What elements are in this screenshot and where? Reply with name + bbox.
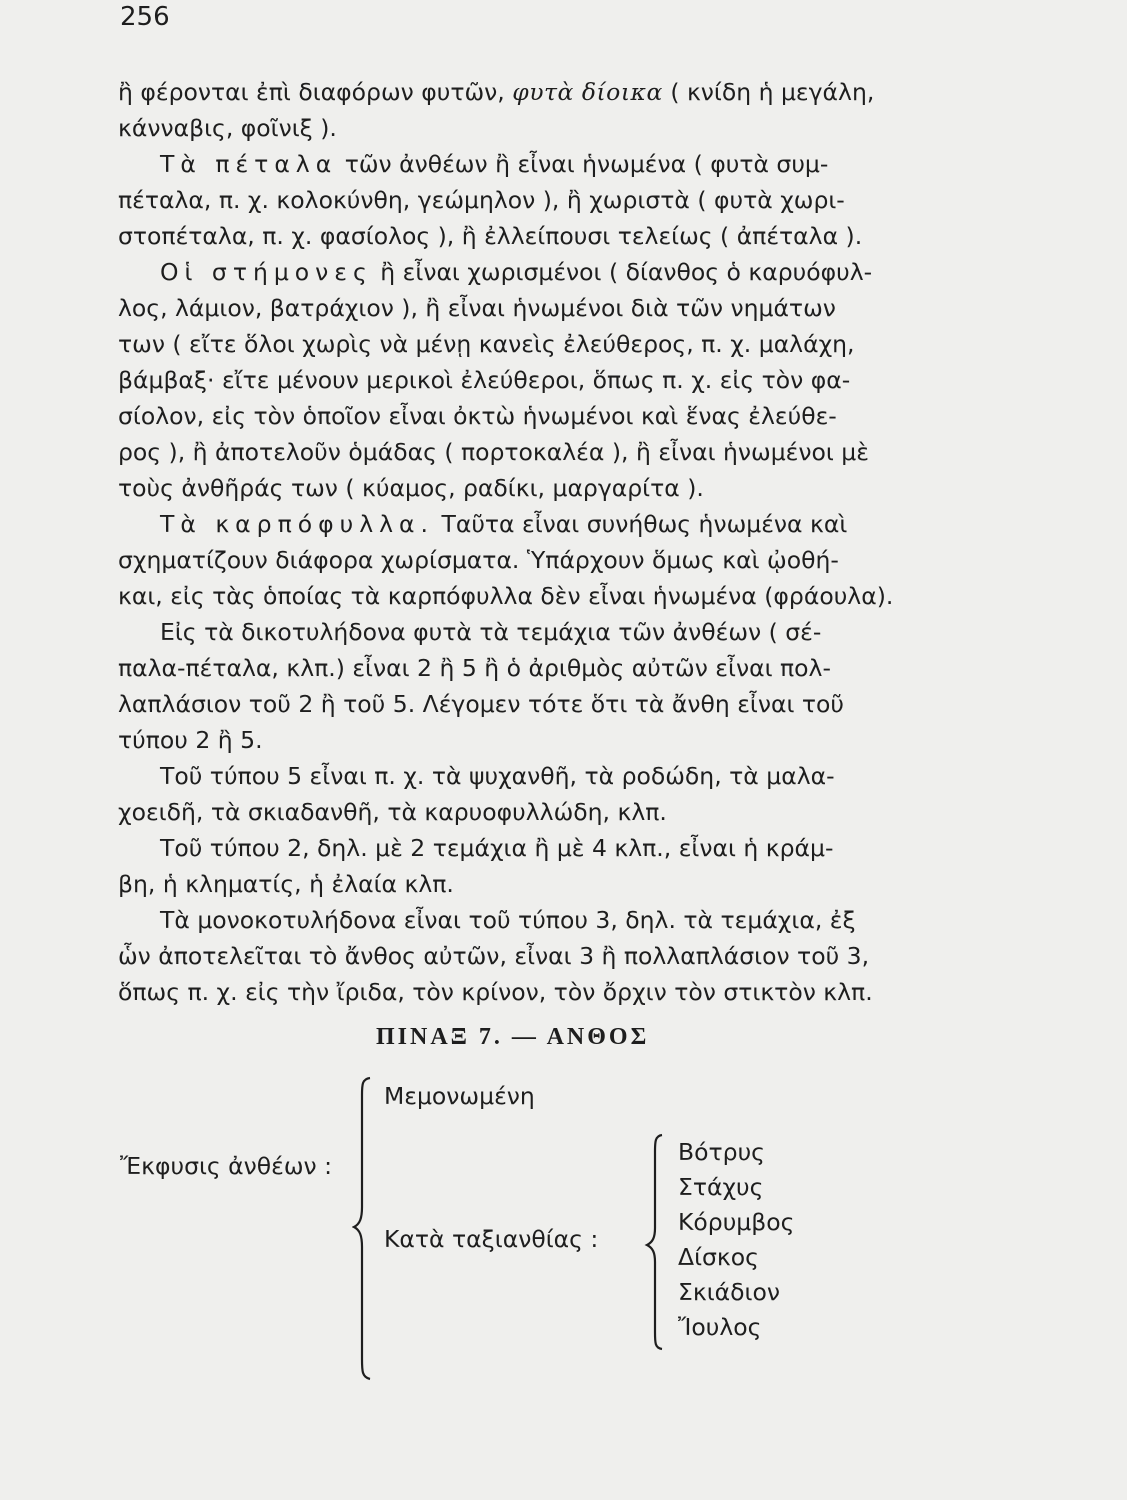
- text-line: Τοῦ τύπου 5 εἶναι π. χ. τὰ ψυχανθῆ, τὰ ροδώδη, τὰ μαλα-: [160, 762, 835, 790]
- text-line: [160, 506, 847, 542]
- text-line: βη, ἡ κληματίς, ἡ ἐλαία κλπ.: [118, 870, 454, 898]
- inflorescence-type: Βότρυς: [678, 1138, 765, 1166]
- text-line: τοὺς ἀνθῆράς των ( κύαμος, ραδίκι, μαργαρίτα ).: [118, 474, 704, 502]
- text-span: Ταῦτα εἶναι συνήθως ἡνωμένα καὶ: [441, 510, 848, 538]
- text-span: ( κνίδη ἡ μεγάλη,: [670, 78, 875, 106]
- inflorescence-type: Ἴουλος: [678, 1313, 762, 1341]
- text-line: παλα-πέταλα, κλπ.) εἶναι 2 ἢ 5 ἢ ὁ ἀριθμὸς αὐτῶν εἶναι πολ-: [118, 654, 831, 682]
- table-root-label: Ἔκφυσις ἀνθέων :: [120, 1152, 333, 1180]
- left-brace: [352, 1075, 376, 1383]
- text-line: πέταλα, π. χ. κολοκύνθη, γεώμηλον ), ἢ χωριστὰ ( φυτὰ χωρι-: [118, 186, 845, 214]
- page-number: 256: [120, 2, 170, 32]
- table-caption: ΠΙΝΑΞ 7. — ΑΝΘΟΣ: [376, 1024, 650, 1050]
- text-span: τῶν ἀνθέων ἢ εἶναι ἡνωμένα ( φυτὰ συμ-: [344, 150, 829, 178]
- branch-group: Κατὰ ταξιανθίας :: [384, 1225, 599, 1253]
- branch-single: Μεμονωμένη: [384, 1082, 535, 1110]
- inflorescence-type: Σκιάδιον: [678, 1278, 780, 1306]
- text-line: των ( εἴτε ὅλοι χωρὶς νὰ μένῃ κανεὶς ἐλεύθερος, π. χ. μαλάχη,: [118, 330, 855, 358]
- italic-term: φυτὰ δίοικα: [512, 78, 663, 106]
- spaced-term: Τὰ καρπόφυλλα.: [160, 510, 434, 538]
- right-brace: [644, 1132, 668, 1352]
- text-line: λος, λάμιον, βατράχιον ), ἢ εἶναι ἡνωμένοι διὰ τῶν νημάτων: [118, 294, 836, 322]
- text-line: και, εἰς τὰς ὁποίας τὰ καρπόφυλλα δὲν εἶναι ἡνωμένα (φράουλα).: [118, 582, 894, 610]
- text-line: Τοῦ τύπου 2, δηλ. μὲ 2 τεμάχια ἢ μὲ 4 κλπ., εἶναι ἡ κράμ-: [160, 834, 834, 862]
- inflorescence-type: Στάχυς: [678, 1173, 764, 1201]
- text-line: σίολον, εἰς τὸν ὁποῖον εἶναι ὀκτὼ ἡνωμένοι καὶ ἕνας ἐλεύθε-: [118, 402, 837, 430]
- text-line: σχηματίζουν διάφορα χωρίσματα. Ὑπάρχουν ὅμως καὶ ᾠοθή-: [118, 546, 839, 574]
- text-line: ὅπως π. χ. εἰς τὴν ἴριδα, τὸν κρίνον, τὸν ὄρχιν τὸν στικτὸν κλπ.: [118, 978, 873, 1006]
- text-line: τύπου 2 ἢ 5.: [118, 726, 263, 754]
- text-span: ἢ εἶναι χωρισμένοι ( δίανθος ὁ καρυόφυλ-: [380, 258, 873, 286]
- text-line: στοπέταλα, π. χ. φασίολος ), ἢ ἐλλείπουσι τελείως ( ἀπέταλα ).: [118, 222, 863, 250]
- text-line: λαπλάσιον τοῦ 2 ἢ τοῦ 5. Λέγομεν τότε ὅτι τὰ ἄνθη εἶναι τοῦ: [118, 690, 845, 718]
- spaced-term: Οἱ στήμονες: [160, 258, 373, 286]
- text-line: [118, 74, 874, 110]
- text-line: χοειδῆ, τὰ σκιαδανθῆ, τὰ καρυοφυλλώδη, κλπ.: [118, 798, 667, 826]
- text-span: ἢ φέρονται ἐπὶ διαφόρων φυτῶν,: [118, 78, 505, 106]
- inflorescence-type: Κόρυμβος: [678, 1208, 795, 1236]
- text-line: ρος ), ἢ ἀποτελοῦν ὁμάδας ( πορτοκαλέα ), ἢ εἶναι ἡνωμένοι μὲ: [118, 438, 869, 466]
- text-line: Τὰ μονοκοτυλήδονα εἶναι τοῦ τύπου 3, δηλ. τὰ τεμάχια, ἐξ: [160, 906, 856, 934]
- inflorescence-type: Δίσκος: [678, 1243, 759, 1271]
- text-line: [160, 146, 828, 182]
- text-line: [160, 254, 872, 290]
- spaced-term: Τὰ πέταλα: [160, 150, 338, 178]
- text-line: Εἰς τὰ δικοτυλήδονα φυτὰ τὰ τεμάχια τῶν ἀνθέων ( σέ-: [160, 618, 822, 646]
- text-line: ὧν ἀποτελεῖται τὸ ἄνθος αὐτῶν, εἶναι 3 ἢ πολλαπλάσιον τοῦ 3,: [118, 942, 870, 970]
- text-line: βάμβαξ· εἴτε μένουν μερικοὶ ἐλεύθεροι, ὅπως π. χ. εἰς τὸν φα-: [118, 366, 851, 394]
- text-line: κάνναβις, φοῖνιξ ).: [118, 114, 337, 142]
